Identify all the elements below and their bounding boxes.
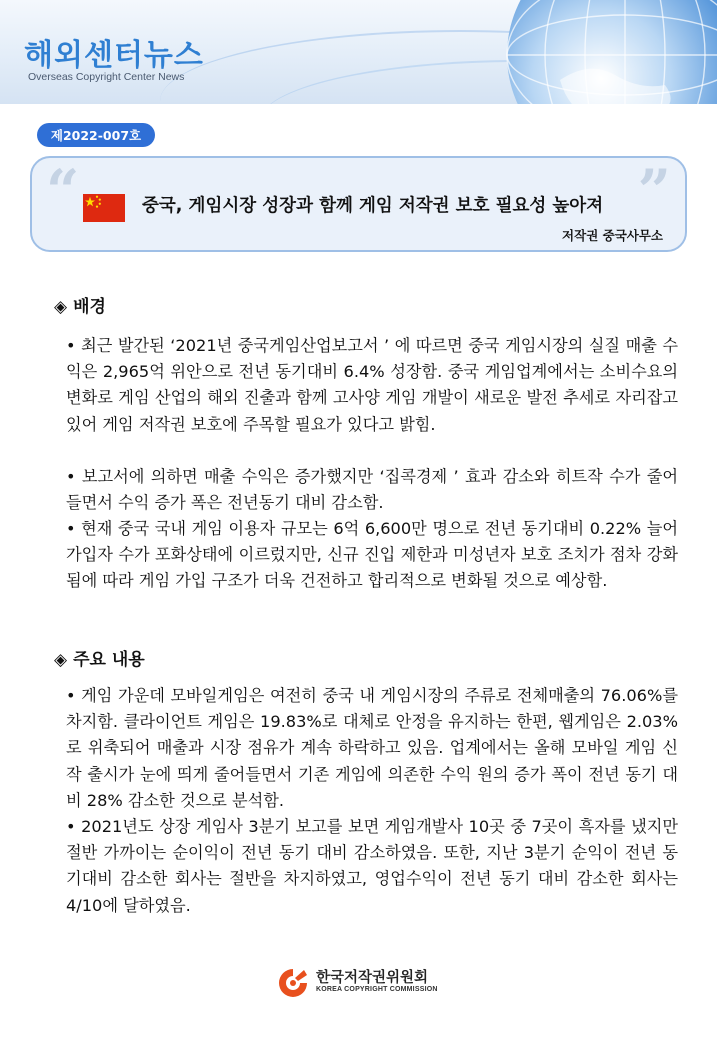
kcc-footer-logo [276,966,442,1000]
office-byline: 저작권 중국사무소 [562,228,663,243]
issue-number-badge: 제2022-007호 [37,123,155,147]
close-quote-icon: ” [637,157,671,225]
headline-box [30,156,687,252]
paragraph: • 게임 가운데 모바일게임은 여전히 중국 내 게임시장의 주류로 전체매출의 76.06%를 차지함. 클라이언트 게임은 19.83%로 대체로 안정을 유지하는 한편, 웹게임은 2.03%로 위축되어 매출과 시장 점유가 계속 하락하고 있음. 업계에서는 올해 모바일 게임 신작 출시가 눈에 띄게 줄어들면서 기존 게임에 의존한 수익 원의 증가 폭이 전년 동기 대비 28% 감소한 것으로 분석함. [66,686,678,810]
open-quote-icon: “ [46,157,80,225]
headline-title: 중국, 게임시장 성장과 함께 게임 저작권 보호 필요성 높아져 [142,196,604,216]
newsletter-title: 해외센터뉴스 [24,38,204,73]
newsletter-subtitle: Overseas Copyright Center News [28,71,185,83]
section-heading-background [54,292,106,317]
paragraph: • 보고서에 의하면 매출 수익은 증가했지만 ‘집콕경제 ’ 효과 감소와 히트작 수가 줄어들면서 수익 증가 폭은 전년동기 대비 감소함. [66,467,678,513]
org-name-korean: 한국저작권위원회 [316,970,429,986]
diamond-bullet-icon: ◈ [54,650,68,670]
paragraph: • 최근 발간된 ‘2021년 중국게임산업보고서 ’ 에 따르면 중국 게임시장의 실질 매출 수익은 2,965억 위안으로 전년 동기대비 6.4% 성장함. 중국 게임업계에서는 소비수요의 변화로 게임 산업의 해외 진출과 함께 고사양 게임 개발이 새로운 발전 추세로 자리잡고 있어 게임 저작권 보호에 주목할 필요가 있다고 밝힘. [66,336,678,434]
org-name-english: KOREA COPYRIGHT COMMISSION [316,986,438,993]
section-heading-label: 배경 [73,297,106,317]
diamond-bullet-icon: ◈ [54,297,68,317]
globe-icon [500,0,717,104]
section-heading-main-content [54,645,145,670]
newsletter-header [0,0,717,104]
china-flag-icon [83,194,125,222]
section-heading-label: 주요 내용 [73,650,145,670]
kcc-logo-icon [276,966,310,1000]
paragraph: • 현재 중국 국내 게임 이용자 규모는 6억 6,600만 명으로 전년 동기대비 0.22% 늘어 가입자 수가 포화상태에 이르렀지만, 신규 진입 제한과 미성년자 보호 조치가 점차 강화됨에 따라 게임 가입 구조가 더욱 건전하고 합리적으로 변화될 것으로 예상함. [66,519,678,591]
paragraph: • 2021년도 상장 게임사 3분기 보고를 보면 게임개발사 10곳 중 7곳이 흑자를 냈지만 절반 가까이는 순이익이 전년 동기 대비 감소하였음. 또한, 지난 3분기 순익이 전년 동기대비 감소한 회사는 절반을 차지하였고, 영업수익이 전년 동기 대비 감소한 회사는 4/10에 달하였음. [66,817,678,915]
